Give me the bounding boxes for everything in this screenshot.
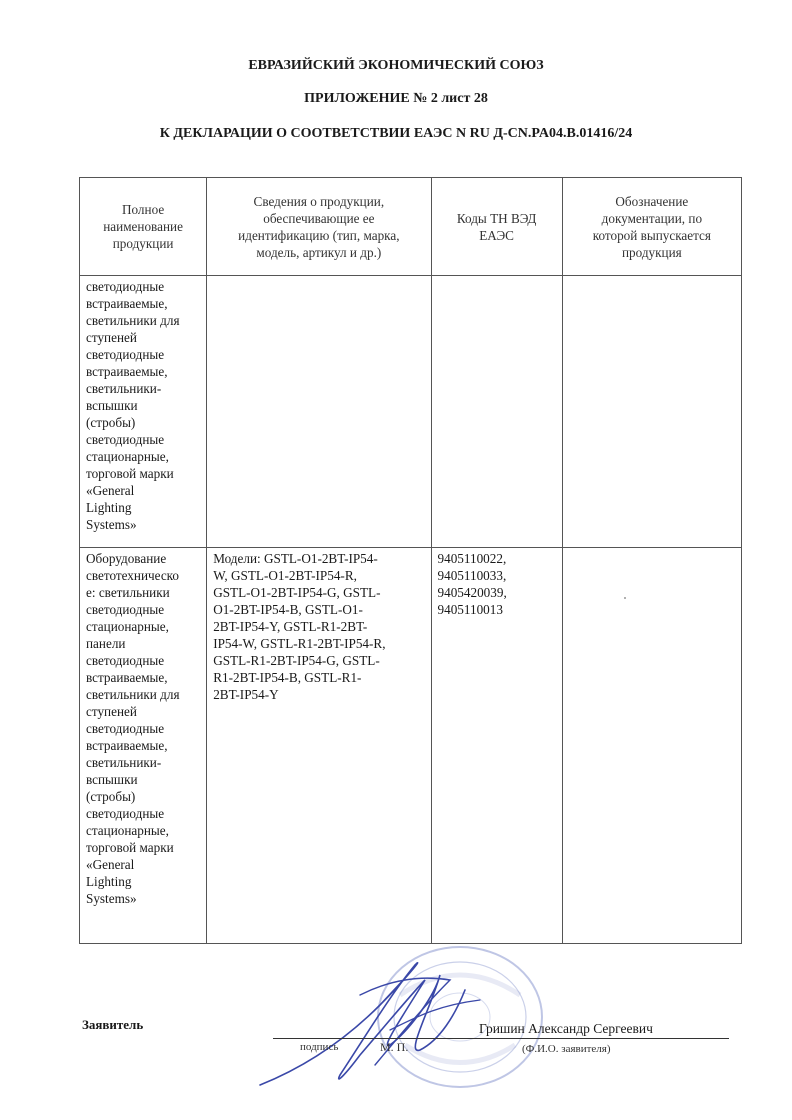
column-header-product-name: Полное наименование продукции — [80, 178, 207, 276]
column-header-documentation: Обозначение документации, по которой выпускается продукция — [562, 178, 741, 276]
documentation-cell — [562, 548, 741, 944]
signature-line — [273, 1038, 729, 1039]
column-header-tnved-codes: Коды ТН ВЭД ЕАЭС — [431, 178, 562, 276]
declaration-title: К ДЕКЛАРАЦИИ О СООТВЕТСТВИИ ЕАЭС N RU Д-CN.PA04.B.01416/24 — [159, 126, 633, 141]
codes-cell: 9405110022, 9405110033, 9405420039, 9405110013 — [431, 548, 562, 944]
scan-speck — [624, 597, 626, 599]
identification-cell — [207, 276, 431, 548]
column-header-identification: Сведения о продукции, обеспечивающие ее идентификацию (тип, марка, модель, артикул и др.) — [207, 178, 431, 276]
product-name-cell: светодиодные встраиваемые, светильники для ступеней светодиодные встраиваемые, светильники- вспышки (стробы) светодиодные стационарные, торговой марки «General Lighting Systems» — [80, 276, 207, 548]
codes-cell — [431, 276, 562, 548]
fio-caption: (Ф.И.О. заявителя) — [522, 1043, 611, 1055]
table-row — [80, 276, 742, 548]
products-table — [79, 177, 742, 944]
applicant-label: Заявитель — [82, 1017, 144, 1032]
appendix-title: ПРИЛОЖЕНИЕ № 2 лист 28 — [304, 91, 488, 106]
table-row — [80, 548, 742, 944]
signature-caption: подпись — [300, 1041, 339, 1053]
stamp-caption: М. П. — [380, 1040, 409, 1054]
product-name-cell: Оборудование светотехническо е: светильники светодиодные стационарные, панели светодиодные встраиваемые, светильники для ступеней светодиодные встраиваемые, светильники- вспышки (стробы) светодиодные стационарные, торговой марки «General Lighting Systems» — [80, 548, 207, 944]
documentation-cell — [562, 276, 741, 548]
union-title: ЕВРАЗИЙСКИЙ ЭКОНОМИЧЕСКИЙ СОЮЗ — [248, 58, 544, 73]
table-header-row — [80, 178, 742, 276]
identification-cell: Модели: GSTL-O1-2BT-IP54- W, GSTL-O1-2BT-IP54-R, GSTL-O1-2BT-IP54-G, GSTL- O1-2BT-IP54-B, GSTL-O1- 2BT-IP54-Y, GSTL-R1-2BT- IP54-W, GSTL-R1-2BT-IP54-R, GSTL-R1-2BT-IP54-G, GSTL- R1-2BT-IP54-B, GSTL-R1- 2BT-IP54-Y — [207, 548, 431, 944]
applicant-name: Гришин Александр Сергеевич — [479, 1021, 653, 1036]
